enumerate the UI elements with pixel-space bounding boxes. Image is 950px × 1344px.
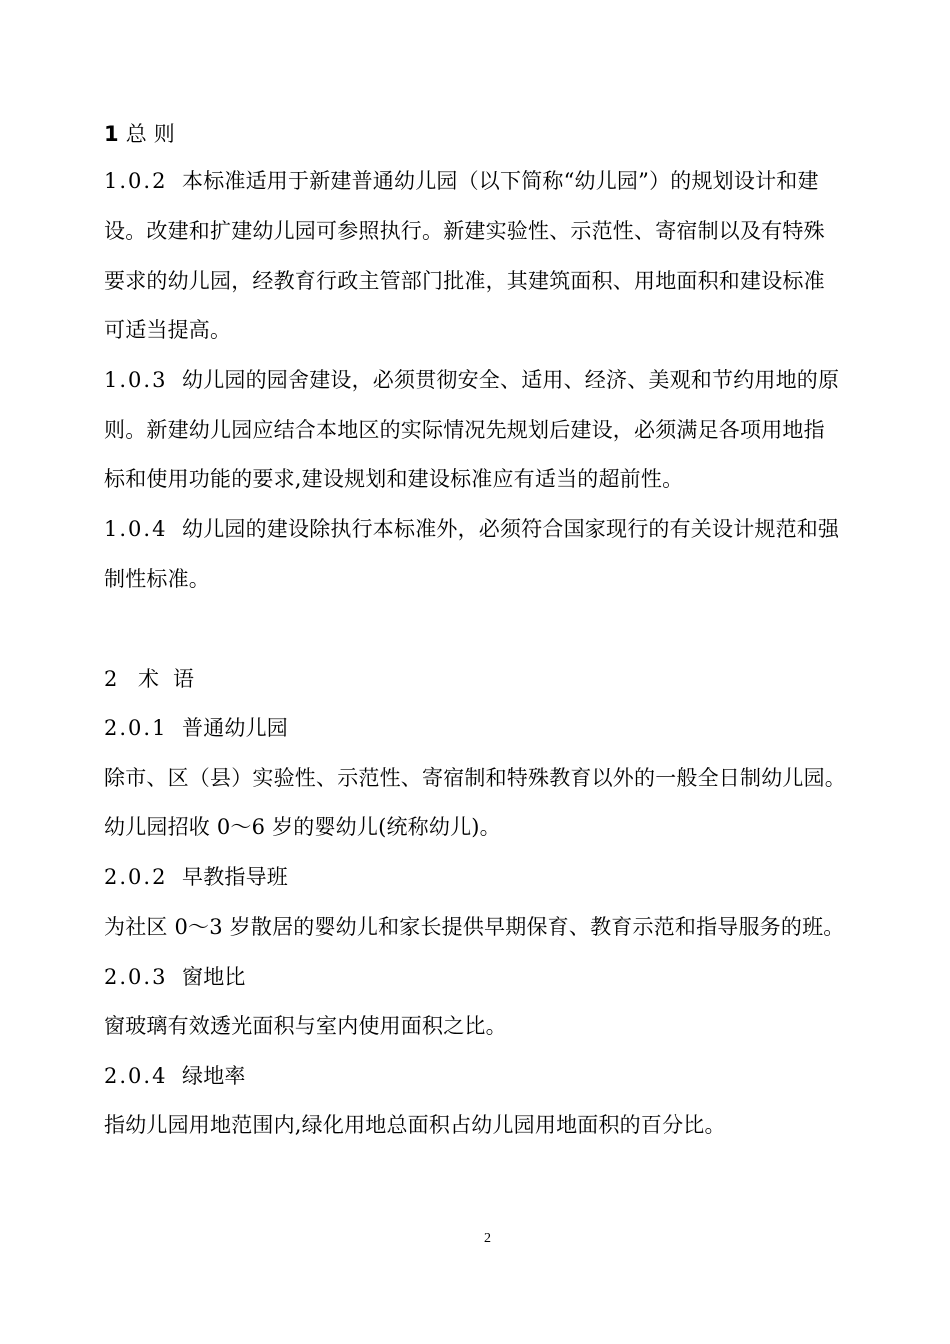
section-2-title: 术 语 xyxy=(138,667,195,691)
section-2-heading xyxy=(104,664,194,694)
clause-number: 1.0.3 xyxy=(104,368,168,392)
clause-1-0-3-line-3: 标和使用功能的要求,建设规划和建设标准应有适当的超前性。 xyxy=(104,467,684,491)
term-number: 2.0.2 xyxy=(104,865,168,889)
term-2-0-2-heading xyxy=(104,862,288,892)
clause-text: 幼儿园的园舍建设，必须贯彻安全、适用、经济、美观和节约用地的原 xyxy=(182,368,840,392)
section-1-title: 总 则 xyxy=(125,122,175,146)
clause-text: 幼儿园的建设除执行本标准外，必须符合国家现行的有关设计规范和强 xyxy=(182,517,840,541)
term-2-0-1-heading xyxy=(104,713,288,743)
term-2-0-1-line-2: 幼儿园招收 0～6 岁的婴幼儿(统称幼儿)。 xyxy=(104,815,501,839)
clause-number: 1.0.2 xyxy=(104,169,168,193)
section-1-number: 1 xyxy=(104,122,119,146)
term-2-0-3-heading xyxy=(104,962,246,992)
clause-1-0-3-line-1 xyxy=(104,365,839,395)
clause-1-0-2-line-2: 设。改建和扩建幼儿园可参照执行。新建实验性、示范性、寄宿制以及有特殊 xyxy=(104,219,825,243)
clause-text: 本标准适用于新建普通幼儿园（以下简称“幼儿园”）的规划设计和建 xyxy=(182,169,819,193)
term-number: 2.0.1 xyxy=(104,716,168,740)
term-2-0-1-line-1: 除市、区（县）实验性、示范性、寄宿制和特殊教育以外的一般全日制幼儿园。 xyxy=(104,766,846,790)
term-number: 2.0.4 xyxy=(104,1064,168,1088)
term-2-0-2-line-1: 为社区 0～3 岁散居的婴幼儿和家长提供早期保育、教育示范和指导服务的班。 xyxy=(104,915,845,939)
section-2-number: 2 xyxy=(104,667,120,691)
term-name: 早教指导班 xyxy=(182,865,288,889)
section-1-heading xyxy=(104,119,175,149)
clause-number: 1.0.4 xyxy=(104,517,168,541)
clause-1-0-3-line-2: 则。新建幼儿园应结合本地区的实际情况先规划后建设，必须满足各项用地指 xyxy=(104,418,825,442)
clause-1-0-4-line-1 xyxy=(104,514,839,544)
term-number: 2.0.3 xyxy=(104,965,168,989)
term-name: 窗地比 xyxy=(182,965,246,989)
clause-1-0-2-line-4: 可适当提高。 xyxy=(104,318,232,342)
clause-1-0-2-line-3: 要求的幼儿园，经教育行政主管部门批准，其建筑面积、用地面积和建设标准 xyxy=(104,269,825,293)
term-2-0-4-heading xyxy=(104,1061,246,1091)
term-name: 绿地率 xyxy=(182,1064,246,1088)
page-number: 2 xyxy=(484,1231,491,1246)
term-name: 普通幼儿园 xyxy=(182,716,288,740)
clause-1-0-4-line-2: 制性标准。 xyxy=(104,567,210,591)
clause-1-0-2-line-1 xyxy=(104,166,819,196)
term-2-0-3-line-1: 窗玻璃有效透光面积与室内使用面积之比。 xyxy=(104,1014,507,1038)
term-2-0-4-line-1: 指幼儿园用地范围内,绿化用地总面积占幼儿园用地面积的百分比。 xyxy=(104,1113,726,1137)
